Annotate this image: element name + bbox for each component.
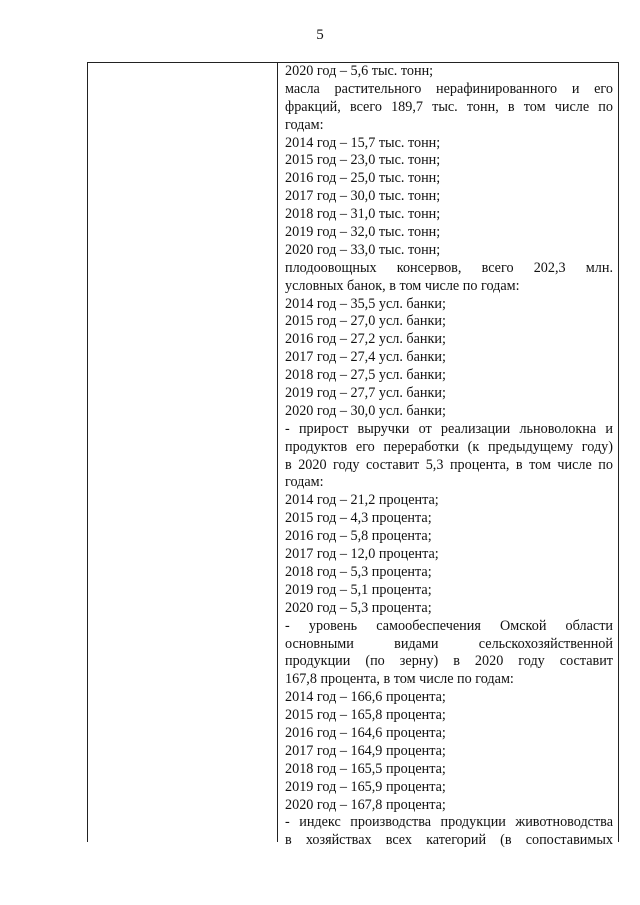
table-right-column bbox=[278, 63, 618, 850]
text-line: плодоовощных консервов, всего 202,3 млн. bbox=[285, 259, 613, 276]
text-line: 2015 год – 165,8 процента; bbox=[285, 707, 446, 724]
text-line: - индекс производства продукции животноводства bbox=[285, 814, 613, 831]
text-line: - прирост выручки от реализации льноволокна и bbox=[285, 420, 613, 437]
text-line: 2016 год – 27,2 усл. банки; bbox=[285, 331, 446, 348]
text-line: 2019 год – 165,9 процента; bbox=[285, 778, 446, 795]
text-line: фракций, всего 189,7 тыс. тонн, в том числе по bbox=[285, 98, 613, 115]
text-line: 2018 год – 31,0 тыс. тонн; bbox=[285, 206, 441, 223]
document-table bbox=[87, 62, 619, 849]
text-line: 2020 год – 167,8 процента; bbox=[285, 796, 446, 813]
text-line: 2015 год – 23,0 тыс. тонн; bbox=[285, 152, 441, 169]
text-line: 2017 год – 30,0 тыс. тонн; bbox=[285, 188, 441, 205]
text-line: 2016 год – 25,0 тыс. тонн; bbox=[285, 170, 441, 187]
text-line: 2019 год – 32,0 тыс. тонн; bbox=[285, 224, 441, 241]
text-line: 2019 год – 5,1 процента; bbox=[285, 581, 432, 598]
text-line: 2016 год – 5,8 процента; bbox=[285, 528, 432, 545]
text-line: 2014 год – 15,7 тыс. тонн; bbox=[285, 134, 441, 151]
text-line: 2020 год – 33,0 тыс. тонн; bbox=[285, 241, 441, 258]
text-line: продукции (по зерну) в 2020 году составит bbox=[285, 653, 613, 670]
text-line: в 2020 году составит 5,3 процента, в том числе по bbox=[285, 456, 613, 473]
text-line: продуктов его переработки (к предыдущему году) bbox=[285, 438, 613, 455]
page-number: 5 bbox=[316, 27, 324, 43]
text-line: 2018 год – 5,3 процента; bbox=[285, 563, 432, 580]
text-line: 2020 год – 30,0 усл. банки; bbox=[285, 402, 446, 419]
text-line: 2020 год – 5,3 процента; bbox=[285, 599, 432, 616]
text-line: 2015 год – 4,3 процента; bbox=[285, 510, 432, 527]
text-line: основными видами сельскохозяйственной bbox=[285, 635, 613, 652]
text-line: 2019 год – 27,7 усл. банки; bbox=[285, 385, 446, 402]
table-left-column-empty bbox=[88, 63, 278, 842]
text-line: в хозяйствах всех категорий (в сопоставимых bbox=[285, 832, 613, 849]
text-line: 2016 год – 164,6 процента; bbox=[285, 724, 446, 741]
text-line: 2018 год – 27,5 усл. банки; bbox=[285, 367, 446, 384]
text-line: - уровень самообеспечения Омской области bbox=[285, 617, 613, 634]
text-line: 2014 год – 35,5 усл. банки; bbox=[285, 295, 446, 312]
text-line: 2017 год – 27,4 усл. банки; bbox=[285, 349, 446, 366]
text-line: 2017 год – 164,9 процента; bbox=[285, 742, 446, 759]
text-line: 2017 год – 12,0 процента; bbox=[285, 546, 439, 563]
text-line: условных банок, в том числе по годам: bbox=[285, 277, 520, 294]
text-line: 2014 год – 166,6 процента; bbox=[285, 689, 446, 706]
text-line: 2020 год – 5,6 тыс. тонн; bbox=[285, 63, 434, 79]
text-line: годам: bbox=[285, 474, 324, 491]
text-line: 2014 год – 21,2 процента; bbox=[285, 492, 439, 509]
text-line: годам: bbox=[285, 116, 324, 133]
text-line: 2018 год – 165,5 процента; bbox=[285, 760, 446, 777]
text-line: масла растительного нерафинированного и его bbox=[285, 80, 613, 97]
text-line: 2015 год – 27,0 усл. банки; bbox=[285, 313, 446, 330]
text-line: 167,8 процента, в том числе по годам: bbox=[285, 671, 514, 688]
